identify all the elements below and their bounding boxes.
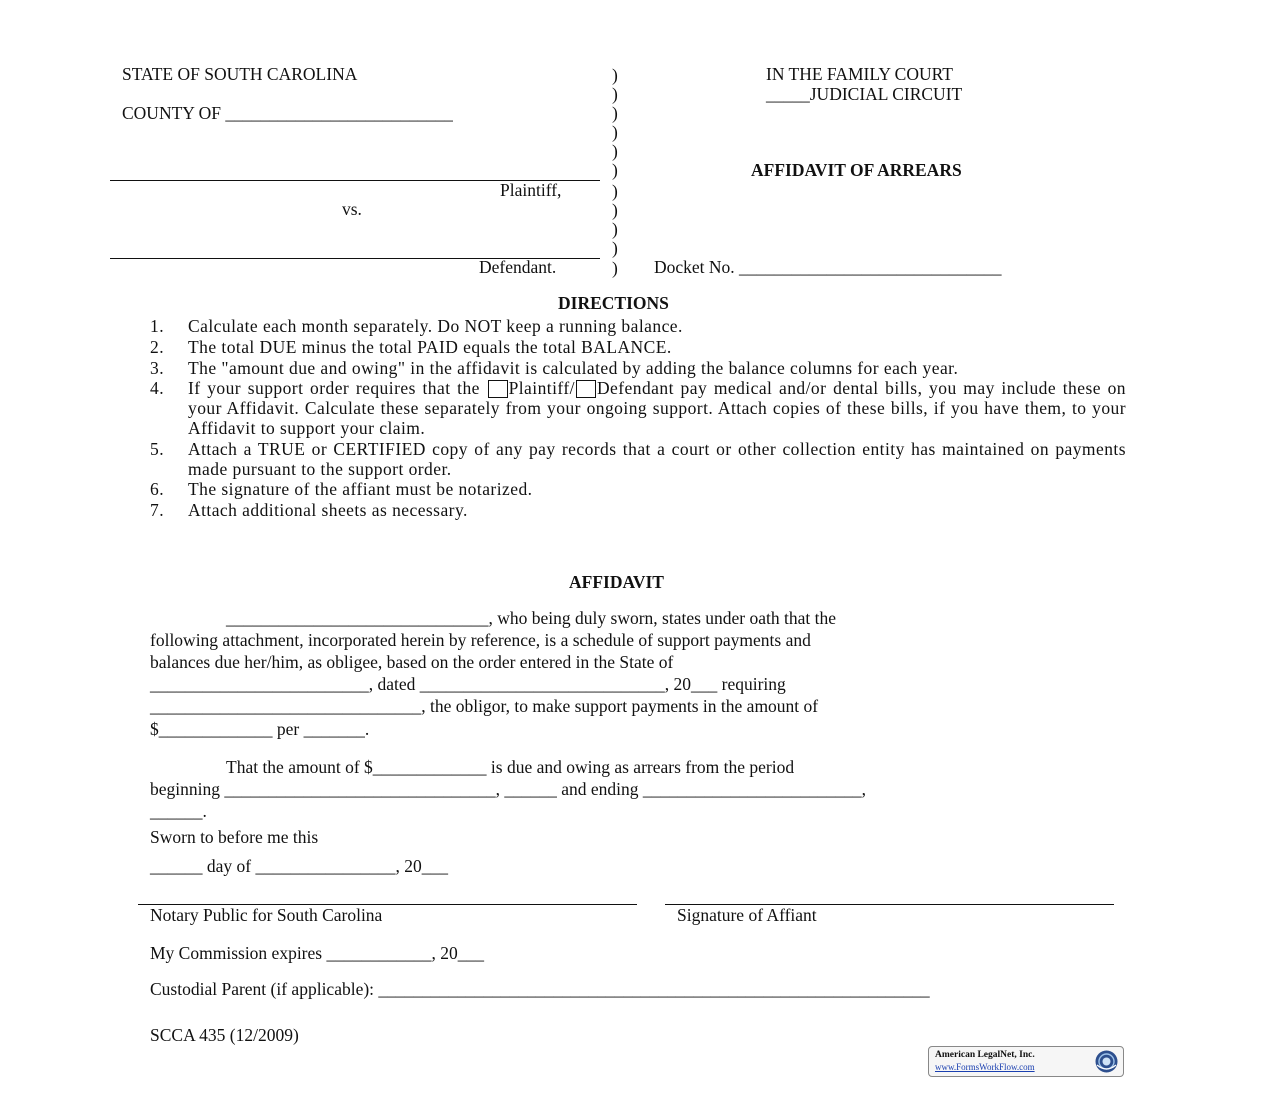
- custodial-parent: Custodial Parent (if applicable): _______________________________________________________________: [150, 979, 930, 999]
- caption-divider: ): [612, 103, 618, 123]
- direction-number: 4.: [150, 378, 165, 399]
- direction-number: 6.: [150, 479, 165, 500]
- affidavit-line: _______________________________, the obligor, to make support payments in the amount of: [150, 696, 819, 716]
- defendant-checkbox[interactable]: [576, 380, 596, 398]
- direction-text: The total DUE minus the total PAID equals the total BALANCE.: [188, 336, 672, 357]
- direction-item: [150, 379, 1126, 438]
- caption-divider: ): [612, 65, 618, 85]
- affidavit-line: ______________________________, who being duly sworn, states under oath that the: [226, 608, 837, 628]
- arrears-line: ______.: [150, 801, 207, 821]
- caption-divider: ): [612, 238, 618, 258]
- caption-divider: ): [612, 160, 618, 180]
- directions-heading: DIRECTIONS: [558, 293, 669, 313]
- direction-number: 3.: [150, 357, 165, 378]
- plaintiff-checkbox[interactable]: [488, 380, 508, 398]
- caption-divider: ): [612, 141, 618, 161]
- direction-item: [150, 338, 1126, 358]
- caption-divider: ): [612, 219, 618, 239]
- sworn-date: ______ day of ________________, 20___: [150, 856, 448, 876]
- caption-divider: ): [612, 200, 618, 220]
- defendant-label: Defendant.: [479, 257, 557, 277]
- form-id: SCCA 435 (12/2009): [150, 1025, 299, 1045]
- arrears-line: That the amount of $_____________ is due and owing as arrears from the period: [226, 757, 795, 777]
- judicial-circuit: _____JUDICIAL CIRCUIT: [766, 84, 963, 104]
- direction-text: If your support order requires that the: [188, 378, 487, 399]
- sworn-statement: Sworn to before me this: [150, 827, 319, 847]
- globe-icon: [1094, 1049, 1119, 1074]
- arrears-line: beginning _______________________________, ______ and ending _________________________,: [150, 779, 867, 799]
- direction-text: The "amount due and owing" in the affidavit is calculated by adding the balance columns for each year.: [188, 357, 959, 378]
- affidavit-line: $_____________ per _______.: [150, 719, 370, 739]
- directions-list: [150, 317, 1126, 522]
- caption-divider: ): [612, 181, 618, 201]
- direction-item: [150, 317, 1126, 337]
- direction-number: 1.: [150, 316, 165, 336]
- direction-text: Calculate each month separately. Do NOT keep a running balance.: [188, 316, 683, 336]
- commission-expires: My Commission expires ____________, 20___: [150, 943, 484, 963]
- document-title: AFFIDAVIT OF ARREARS: [751, 160, 962, 180]
- logo-company: American LegalNet, Inc.: [935, 1050, 1035, 1060]
- direction-item: [150, 440, 1126, 480]
- direction-number: 2.: [150, 336, 165, 357]
- plaintiff-option-label: Plaintiff/: [508, 378, 575, 399]
- caption-divider: ): [612, 258, 618, 278]
- direction-number: 7.: [150, 500, 165, 521]
- vendor-logo: [928, 1046, 1124, 1077]
- direction-text: Attach a TRUE or CERTIFIED copy of any pay records that a court or other collection entity has maintained on payments made pursuant to the support order.: [188, 438, 1126, 479]
- county-field: COUNTY OF __________________________: [122, 103, 453, 123]
- state-name: STATE OF SOUTH CAROLINA: [122, 64, 358, 84]
- affidavit-line: _________________________, dated ____________________________, 20___ requiring: [150, 674, 786, 694]
- affidavit-heading: AFFIDAVIT: [569, 572, 664, 592]
- defendant-option-label: Defendant pay medical and/or dental bills, you may include these on your Affidavit. Calculate these separately from your ongoing support. Attach copies of these bills, if you have them, to your Affidavit to support your claim.: [188, 378, 1126, 438]
- direction-text: The signature of the affiant must be notarized.: [188, 479, 533, 500]
- caption-divider: ): [612, 84, 618, 104]
- direction-item: [150, 501, 1126, 521]
- affidavit-line: balances due her/him, as obligee, based on the order entered in the State of: [150, 652, 674, 672]
- court-name: IN THE FAMILY COURT: [766, 64, 953, 84]
- caption-divider: ): [612, 122, 618, 142]
- affiant-signature-label: Signature of Affiant: [677, 905, 817, 925]
- notary-label: Notary Public for South Carolina: [150, 905, 383, 925]
- docket-number: Docket No. ______________________________: [654, 257, 1002, 277]
- direction-text: Attach additional sheets as necessary.: [188, 500, 468, 521]
- versus-label: vs.: [342, 199, 362, 219]
- direction-number: 5.: [150, 438, 165, 459]
- affidavit-line: following attachment, incorporated herein by reference, is a schedule of support payments and: [150, 630, 811, 650]
- plaintiff-label: Plaintiff,: [500, 180, 562, 200]
- direction-item: [150, 359, 1126, 379]
- logo-link[interactable]: www.FormsWorkFlow.com: [935, 1062, 1035, 1072]
- direction-item: [150, 480, 1126, 500]
